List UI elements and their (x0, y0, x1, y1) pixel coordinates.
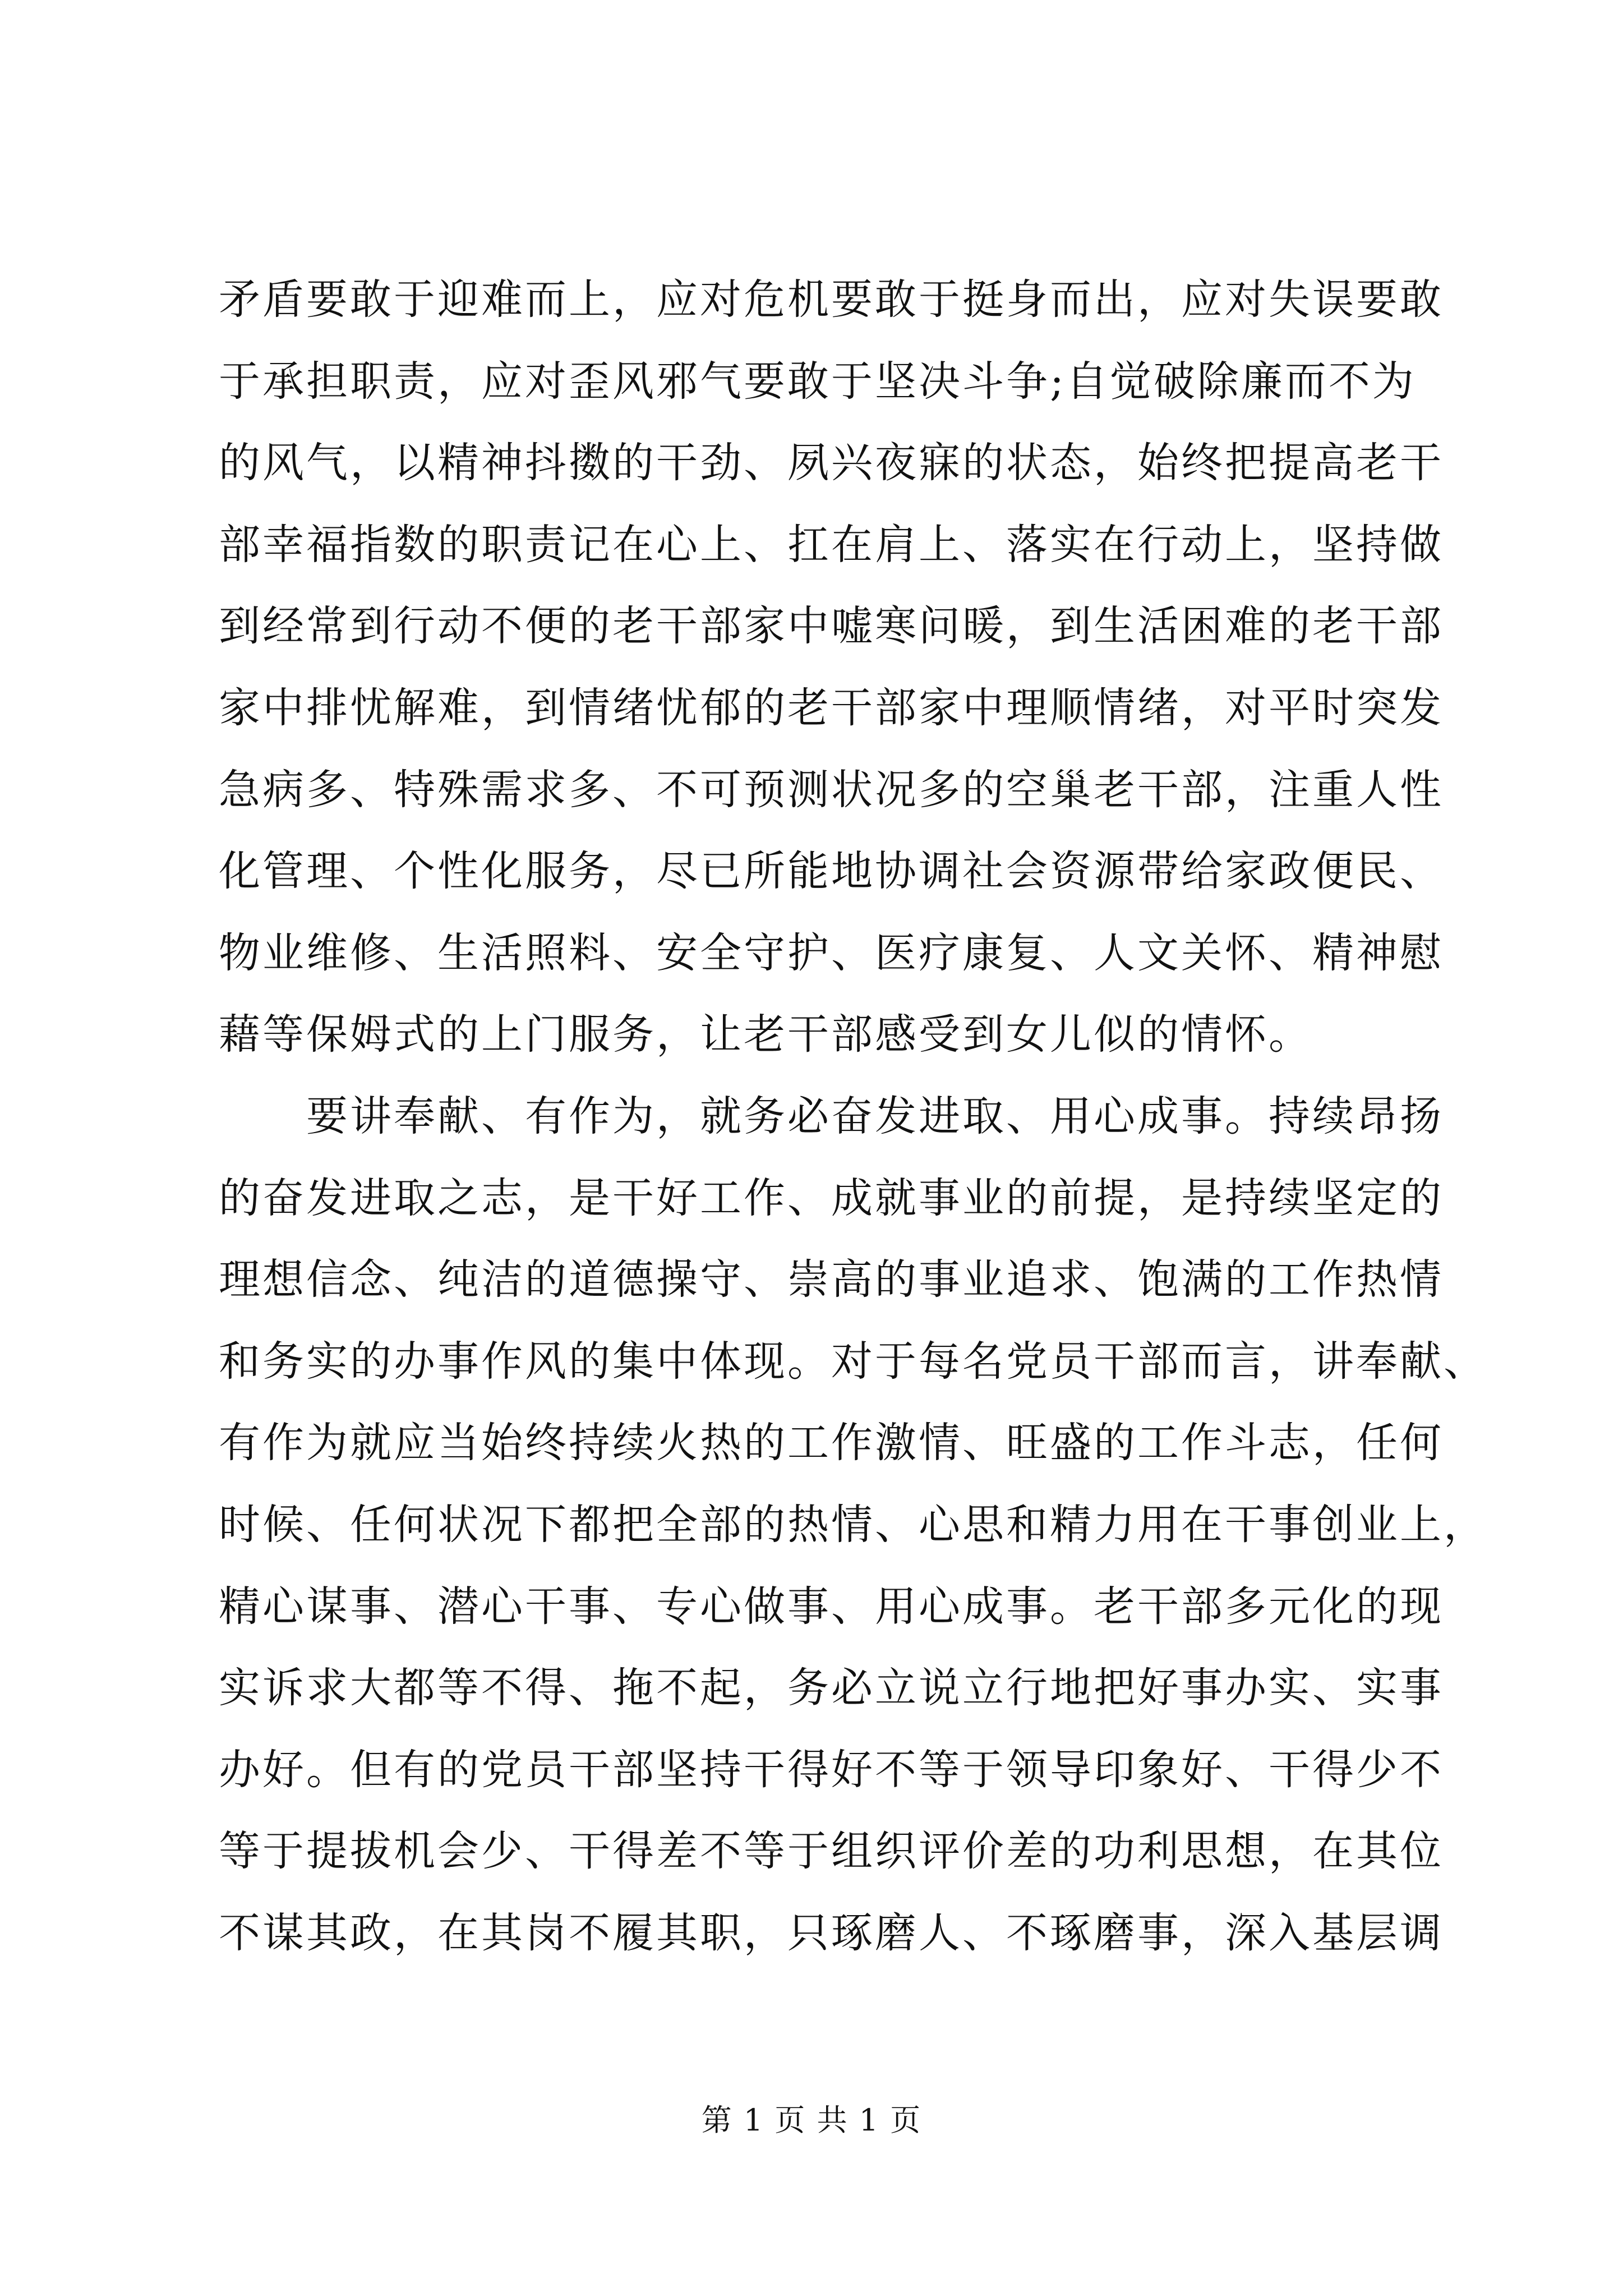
text-line-2: 于承担职责，应对歪风邪气要敢于坚决斗争;自觉破除廉而不为 (219, 357, 1416, 406)
text-line-4: 部幸福指数的职责记在心上、扛在肩上、落实在行动上，坚持做 (219, 520, 1444, 569)
text-line-6: 家中排忧解难，到情绪忧郁的老干部家中理顺情绪，对平时突发 (219, 683, 1444, 732)
text-line-9: 物业维修、生活照料、安全守护、医疗康复、人文关怀、精神慰 (219, 928, 1444, 977)
text-line-1: 矛盾要敢于迎难而上，应对危机要敢于挺身而出，应对失误要敢 (219, 275, 1444, 324)
text-line-3: 的风气，以精神抖擞的干劲、夙兴夜寐的状态，始终把提高老干 (219, 439, 1444, 487)
text-line-8: 化管理、个性化服务，尽已所能地协调社会资源带给家政便民、 (219, 847, 1444, 896)
text-line-14: 和务实的办事作风的集中体现。对于每名党员干部而言，讲奉献、 (219, 1337, 1487, 1386)
text-line-12: 的奋发进取之志，是干好工作、成就事业的前提，是持续坚定的 (219, 1174, 1444, 1222)
text-line-20: 等于提拔机会少、干得差不等于组织评价差的功利思想，在其位 (219, 1827, 1444, 1876)
text-line-16: 时候、任何状况下都把全部的热情、心思和精力用在干事创业上， (219, 1500, 1487, 1549)
text-line-18: 实诉求大都等不得、拖不起，务必立说立行地把好事办实、实事 (219, 1664, 1444, 1713)
document-body (219, 259, 1487, 1974)
text-line-7: 急病多、特殊需求多、不可预测状况多的空巢老干部，注重人性 (219, 765, 1444, 814)
page-footer: 第 1 页 共 1 页 (701, 2102, 922, 2138)
text-line-13: 理想信念、纯洁的道德操守、崇高的事业追求、饱满的工作热情 (219, 1255, 1444, 1304)
text-line-21: 不谋其政，在其岗不履其职，只琢磨人、不琢磨事，深入基层调 (219, 1908, 1444, 1957)
text-line-15: 有作为就应当始终持续火热的工作激情、旺盛的工作斗志，任何 (219, 1419, 1444, 1467)
text-line-19: 办好。但有的党员干部坚持干得好不等于领导印象好、干得少不 (219, 1745, 1444, 1794)
text-line-5: 到经常到行动不便的老干部家中嘘寒问暖，到生活困难的老干部 (219, 602, 1444, 651)
text-line-11: 要讲奉献、有作为，就务必奋发进取、用心成事。持续昂扬 (219, 1092, 1444, 1140)
text-line-10: 藉等保姆式的上门服务，让老干部感受到女儿似的情怀。 (219, 1010, 1312, 1059)
text-line-17: 精心谋事、潜心干事、专心做事、用心成事。老干部多元化的现 (219, 1582, 1444, 1631)
